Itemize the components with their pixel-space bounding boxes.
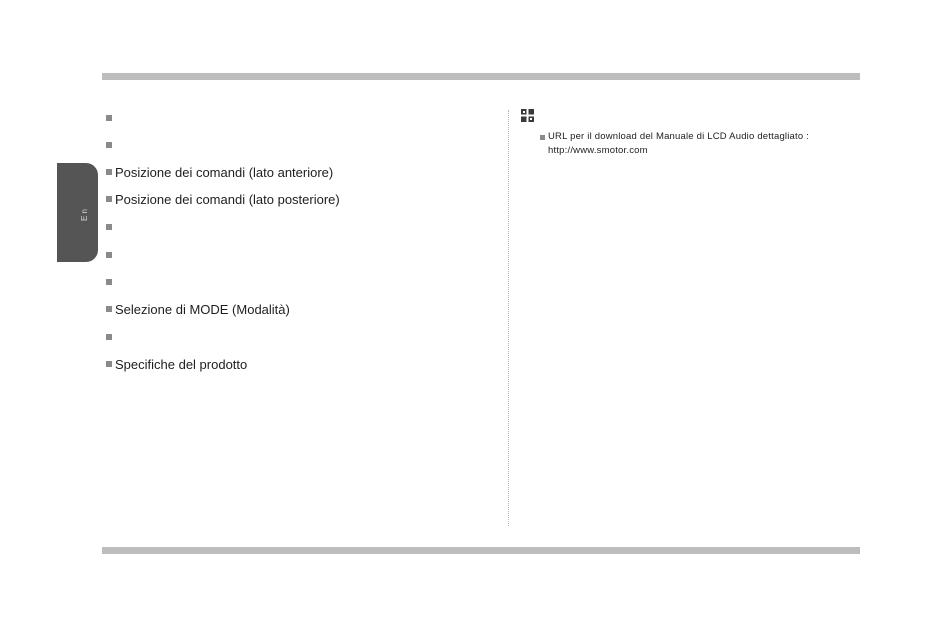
- square-bullet-icon: [106, 306, 112, 312]
- square-bullet-icon: [106, 252, 112, 258]
- toc-item[interactable]: [106, 136, 115, 154]
- square-bullet-icon: [106, 361, 112, 367]
- toc-item[interactable]: [106, 300, 290, 318]
- toc-item-label: Selezione di MODE (Modalità): [115, 301, 290, 317]
- download-note-text: URL per il download del Manuale di LCD Audio dettagliato :: [548, 131, 810, 142]
- square-bullet-icon: [106, 334, 112, 340]
- square-bullet-icon: [540, 135, 545, 140]
- toc-item[interactable]: [106, 218, 115, 236]
- square-bullet-icon: [106, 224, 112, 230]
- square-bullet-icon: [106, 169, 112, 175]
- toc-item[interactable]: [106, 328, 115, 346]
- bottom-divider-bar: [102, 547, 860, 554]
- toc-item[interactable]: [106, 246, 115, 264]
- square-bullet-icon: [106, 196, 112, 202]
- toc-item[interactable]: [106, 355, 247, 373]
- toc-item[interactable]: [106, 163, 333, 181]
- toc-item-label: Posizione dei comandi (lato posteriore): [115, 191, 340, 207]
- toc-item[interactable]: [106, 273, 115, 291]
- toc-item[interactable]: [106, 109, 115, 127]
- square-bullet-icon: [106, 279, 112, 285]
- language-side-tab-label: E n: [80, 209, 89, 222]
- square-bullet-icon: [106, 115, 112, 121]
- toc-item-label: Posizione dei comandi (lato anteriore): [115, 164, 334, 180]
- cross-grid-icon: [521, 109, 534, 122]
- toc-item-label: Specifiche del prodotto: [115, 356, 248, 372]
- download-note: [540, 130, 860, 158]
- toc-item[interactable]: [106, 190, 340, 208]
- square-bullet-icon: [106, 142, 112, 148]
- column-divider: [508, 110, 509, 526]
- download-url-link[interactable]: http://www.smotor.com: [548, 145, 648, 156]
- top-divider-bar: [102, 73, 860, 80]
